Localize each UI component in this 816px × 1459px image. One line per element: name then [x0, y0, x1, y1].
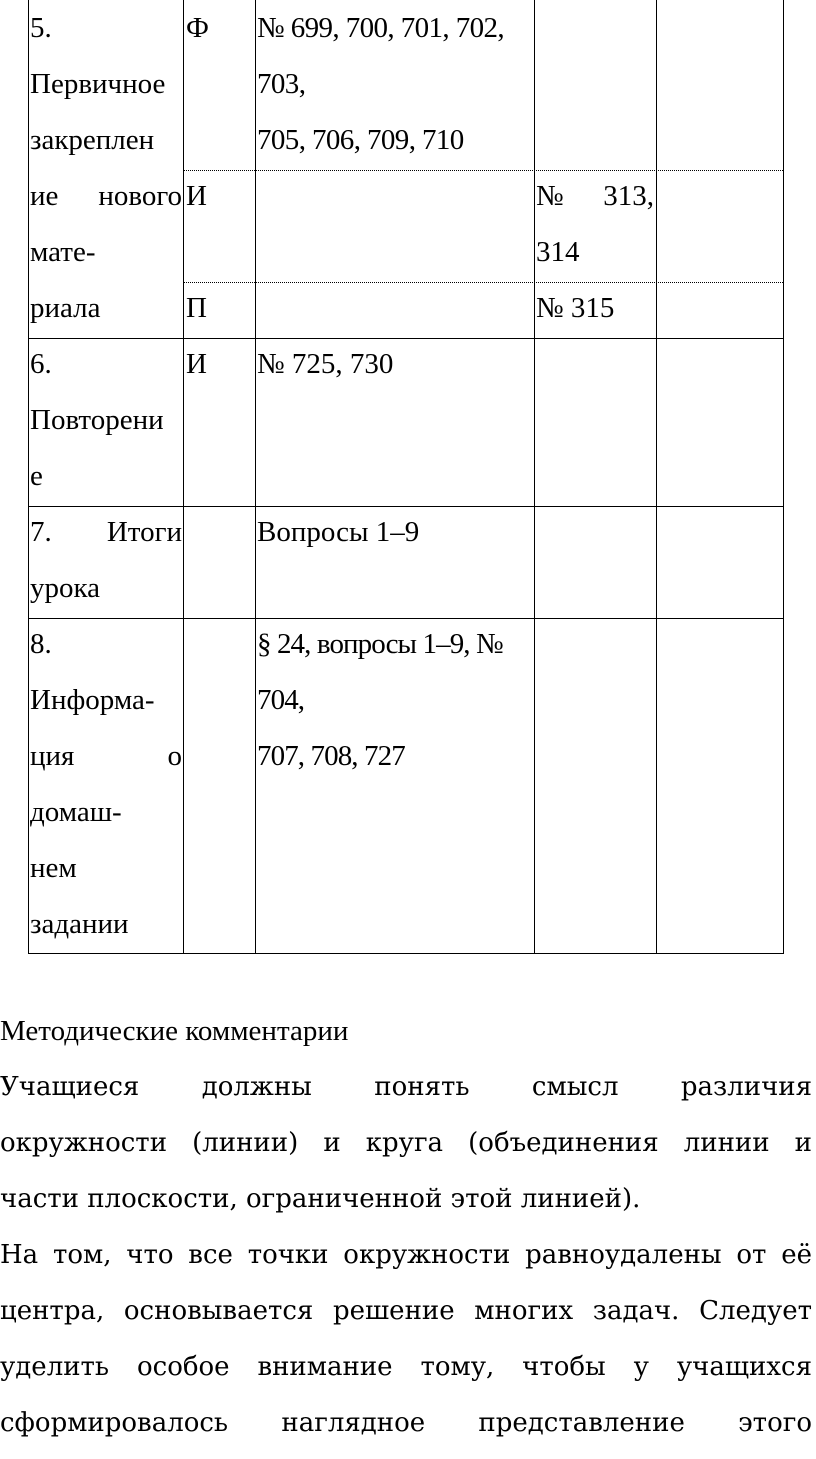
tasks-cell [257, 336, 533, 392]
paragraph-line: центра, основывается решение многих задач. Следует [0, 1296, 812, 1326]
table-row-stage-6 [30, 336, 182, 504]
task-line: 704, [257, 684, 305, 716]
tasks-cell [257, 616, 533, 784]
table-divider [183, 0, 184, 953]
stage-line: е [30, 460, 43, 492]
extra-task-line: № 315 [536, 292, 615, 324]
table-divider [656, 0, 657, 953]
stage-line: ие нового [30, 180, 182, 212]
table-subrow-divider [183, 282, 783, 283]
stage-line: домаш- [30, 796, 122, 828]
paragraph-line: уделить особое внимание тому, чтобы у учащихся [0, 1352, 812, 1382]
stage-line: 8. [30, 628, 52, 660]
extra-task-line: 314 [536, 236, 580, 268]
stage-line: Информа- [30, 684, 155, 716]
section-heading: Методические комментарии [0, 1015, 349, 1047]
task-line: 705, 706, 709, 710 [257, 124, 464, 156]
table-border-bottom [28, 953, 784, 954]
extra-tasks-cell [536, 168, 654, 280]
stage-line: урока [30, 572, 101, 604]
paragraph-line: сформировалось наглядное представление этого [0, 1408, 812, 1438]
table-row-stage-7 [30, 504, 182, 616]
tasks-cell [257, 504, 533, 560]
table-row-stage-8 [30, 616, 182, 952]
paragraph-line: На том, что все точки окружности равноудалены от её [0, 1240, 812, 1270]
stage-line: 5. [30, 12, 52, 44]
task-line: Вопросы 1–9 [257, 516, 420, 548]
paragraph-line: Учащиеся должны понять смысл различия [0, 1072, 812, 1102]
stage-line: Первичное [30, 68, 166, 100]
work-form: И [186, 348, 207, 380]
stage-line: 7. Итоги [30, 516, 182, 548]
stage-line: ция о [30, 740, 182, 772]
extra-tasks-cell [536, 280, 654, 336]
table-border-right [783, 0, 784, 953]
paragraph-line: части плоскости, ограниченной этой линией). [0, 1184, 641, 1214]
stage-line: 6. [30, 348, 52, 380]
comment-paragraph-2 [0, 1227, 812, 1451]
task-line: № 725, 730 [257, 348, 394, 380]
stage-line: закреплен [30, 124, 155, 156]
stage-line: риала [30, 292, 101, 324]
table-divider [534, 0, 535, 953]
table-divider [255, 0, 256, 953]
work-form: П [186, 292, 207, 324]
table-row-stage-5 [30, 0, 182, 336]
table-border-left [28, 0, 29, 953]
task-line: § 24, вопросы 1–9, № [257, 628, 503, 660]
stage-line: задании [30, 908, 129, 940]
task-line: № 699, 700, 701, 702, [257, 12, 505, 44]
paragraph-line: окружности (линии) и круга (объединения линии и [0, 1128, 812, 1158]
task-line: 707, 708, 727 [257, 740, 405, 772]
work-form: И [186, 180, 207, 212]
stage-line: Повторени [30, 404, 164, 436]
task-line: 703, [257, 68, 306, 100]
table-subrow-divider [183, 170, 783, 171]
extra-task-line: № 313, [536, 180, 654, 212]
comment-paragraph-1 [0, 1059, 812, 1227]
stage-line: мате- [30, 236, 96, 268]
tasks-cell [257, 0, 533, 168]
work-form: Ф [186, 12, 209, 44]
stage-line: нем [30, 852, 77, 884]
